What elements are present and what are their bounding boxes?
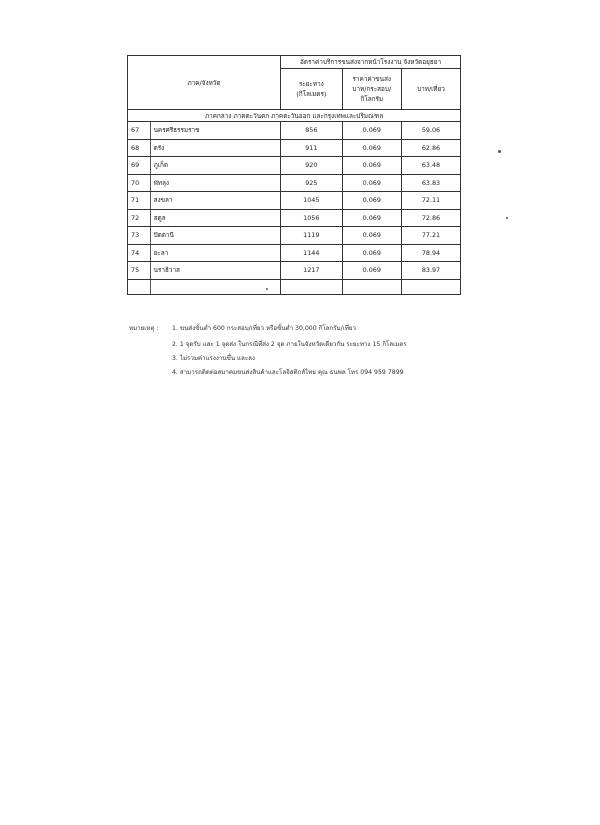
distance-cell: 1217: [281, 262, 343, 280]
cost-cell: 63.48: [401, 157, 460, 175]
row-number: 72: [128, 209, 151, 227]
row-number: 68: [128, 139, 151, 157]
row-number: 75: [128, 262, 151, 280]
distance-cell: 911: [281, 139, 343, 157]
price-cell: 0.069: [342, 262, 401, 280]
cost-header: บาท/เที่ยว: [401, 69, 460, 110]
scan-speck: [266, 288, 268, 290]
province-cell: นราธิวาส: [150, 262, 280, 280]
row-number: 73: [128, 227, 151, 245]
row-number: 74: [128, 244, 151, 262]
cost-cell: 59.06: [401, 122, 460, 140]
empty-cell: [342, 279, 401, 294]
cost-cell: 77.21: [401, 227, 460, 245]
rate-title-header: อัตราค่าบริการขนส่งจากหน้าโรงงาน จังหวัดอยุธยา: [281, 56, 461, 69]
distance-cell: 920: [281, 157, 343, 175]
table-row: [128, 157, 461, 175]
scan-speck: [506, 217, 508, 219]
notes-label: หมายเหตุ :: [129, 325, 159, 332]
cost-cell: 63.83: [401, 174, 460, 192]
table-row: [128, 174, 461, 192]
province-cell: สงขลา: [150, 192, 280, 210]
province-cell: ยะลา: [150, 244, 280, 262]
distance-cell: 1056: [281, 209, 343, 227]
note-item: 3. ไม่รวมค่าแรงงานขึ้น และลง: [172, 355, 255, 362]
table-row: [128, 227, 461, 245]
distance-cell: 1119: [281, 227, 343, 245]
price-cell: 0.069: [342, 209, 401, 227]
province-cell: พัทลุง: [150, 174, 280, 192]
price-cell: 0.069: [342, 122, 401, 140]
region-header: ภาค/จังหวัด: [128, 56, 281, 110]
province-cell: สตูล: [150, 209, 280, 227]
price-cell: 0.069: [342, 139, 401, 157]
table-row: [128, 244, 461, 262]
empty-cell: [401, 279, 460, 294]
price-cell: 0.069: [342, 157, 401, 175]
province-cell: ตรัง: [150, 139, 280, 157]
cost-cell: 83.97: [401, 262, 460, 280]
note-item: 4. สามารถติดต่อสมาคมขนส่งสินค้าและโลจิสติกส์ไทย คุณ ธนพล โทร 094 959 7899: [172, 369, 404, 376]
row-number: 69: [128, 157, 151, 175]
distance-cell: 856: [281, 122, 343, 140]
distance-cell: 925: [281, 174, 343, 192]
empty-cell: [128, 279, 151, 294]
province-cell: นครศรีธรรมราช: [150, 122, 280, 140]
rate-table: [127, 55, 461, 295]
cost-cell: 72.86: [401, 209, 460, 227]
table-row: [128, 122, 461, 140]
empty-cell: [281, 279, 343, 294]
province-cell: ภูเก็ต: [150, 157, 280, 175]
row-number: 67: [128, 122, 151, 140]
table-row: [128, 139, 461, 157]
table-row: [128, 192, 461, 210]
section-header: ภาคกลาง ภาคตะวันตก ภาคตะวันออก และกรุงเทพและปริมณฑล: [128, 110, 461, 122]
distance-cell: 1045: [281, 192, 343, 210]
price-cell: 0.069: [342, 227, 401, 245]
table-row: [128, 209, 461, 227]
empty-cell: [150, 279, 280, 294]
row-number: 70: [128, 174, 151, 192]
province-cell: ปัตตานี: [150, 227, 280, 245]
price-cell: 0.069: [342, 192, 401, 210]
price-header: ราคาค่าขนส่ง บาท/กระสอบ/ กิโลกรัม: [342, 69, 401, 110]
row-number: 71: [128, 192, 151, 210]
distance-header: ระยะทาง (กิโลเมตร): [281, 69, 343, 110]
price-cell: 0.069: [342, 244, 401, 262]
distance-cell: 1144: [281, 244, 343, 262]
cost-cell: 72.11: [401, 192, 460, 210]
table-row: [128, 262, 461, 280]
blank-row: [128, 279, 461, 294]
scan-speck: [498, 150, 501, 153]
note-item: 2. 1 จุดรับ และ 1 จุดส่ง ในกรณีที่ส่ง 2 จุด ภายในจังหวัดเดียวกัน ระยะทาง 15 กิโลเมตร: [172, 341, 407, 348]
note-item: 1. ขนส่งขั้นต่ำ 600 กระสอบ/เที่ยว หรือขั้นต่ำ 30,000 กิโลกรัม/เที่ยว: [172, 325, 357, 332]
price-cell: 0.069: [342, 174, 401, 192]
cost-cell: 78.94: [401, 244, 460, 262]
cost-cell: 62.86: [401, 139, 460, 157]
